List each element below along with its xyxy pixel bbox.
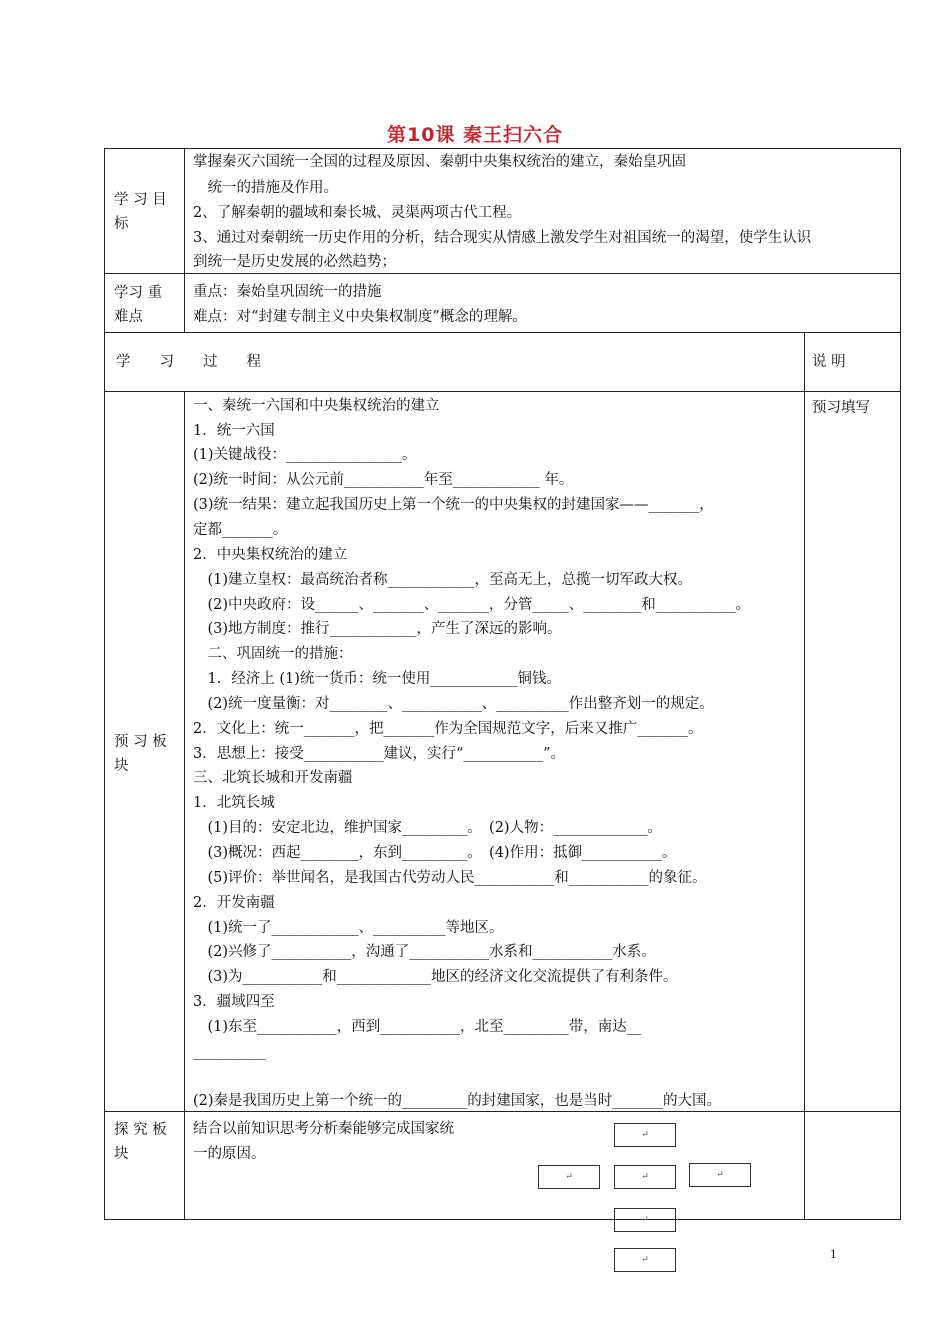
table-rule: [804, 332, 805, 1220]
preview-line: __________: [193, 1044, 266, 1060]
lesson-table: [104, 148, 901, 1265]
preview-line: (2)秦是我国历史上第一个统一的_________的封建国家，也是当时_______的大国。: [193, 1093, 722, 1109]
explore-line: 结合以前知识思考分析秦能够完成国家统: [193, 1121, 454, 1137]
key-point-line: 重点：秦始皇巩固统一的措施: [193, 284, 382, 300]
preview-line: (3)为___________和_____________地区的经济文化交流提供了有利条件。: [193, 969, 678, 985]
preview-line: 2．中央集权统治的建立: [193, 547, 348, 563]
goals-label: 学 习 目 标: [114, 192, 167, 232]
preview-line: 二、巩固统一的措施：: [193, 646, 353, 662]
preview-line: 1．经济上 (1)统一货币：统一使用____________铜钱。: [193, 671, 561, 687]
diagram-box: ↵: [689, 1163, 751, 1187]
diagram-box: ↵: [614, 1248, 676, 1272]
process-header: 学 习 过 程: [116, 354, 261, 370]
goal-line: 到统一是历史发展的必然趋势；: [193, 254, 396, 270]
preview-line: 3．思想上：接受___________建议，实行“___________”。: [193, 746, 566, 762]
preview-line: (1)目的：安定北边，维护国家_________。 (2)人物：_____________。: [193, 820, 662, 836]
table-rule: [900, 148, 901, 1220]
goal-line: 3、通过对秦朝统一历史作用的分析，结合现实从情感上激发学生对祖国统一的渴望，使学生认识: [193, 230, 812, 246]
diagram-box: ↵: [614, 1165, 676, 1189]
table-rule: [104, 332, 901, 333]
note-header: 说 明: [812, 354, 846, 370]
preview-line: (1)关键战役：________________。: [193, 447, 417, 463]
preview-line: (3)概况：西起________，东到_________。 (4)作用：抵御___________。: [193, 845, 677, 861]
preview-line: 定都_______。: [193, 522, 288, 538]
preview-label: 预 习 板 块: [114, 734, 167, 774]
table-rule: [184, 148, 185, 332]
explore-line: 一的原因。: [193, 1146, 266, 1162]
preview-note: 预习填写: [812, 400, 870, 416]
preview-line: (2)统一度量衡：对________、___________、__________作出整齐划一的规定。: [193, 696, 714, 712]
table-rule: [104, 273, 901, 274]
preview-line: (1)东至___________，西到___________，北至_________带，南达__: [193, 1019, 642, 1035]
table-rule: [104, 1219, 901, 1220]
preview-line: 1．统一六国: [193, 423, 275, 439]
page-number: 1: [830, 1246, 837, 1261]
diagram-box: ↵: [538, 1165, 600, 1189]
preview-line: (1)统一了____________、__________等地区。: [193, 920, 504, 936]
diagram-box: ↵: [614, 1123, 676, 1147]
table-rule: [104, 148, 901, 149]
preview-line: (1)建立皇权：最高统治者称____________，至高无上，总揽一切军政大权。: [193, 572, 693, 588]
preview-line: (2)兴修了___________，沟通了___________水系和___________水系。: [193, 944, 656, 960]
preview-line: (5)评价：举世闻名，是我国古代劳动人民___________和___________的象征。: [193, 870, 707, 886]
preview-line: (3)统一结果：建立起我国历史上第一个统一的中央集权的封建国家——_______，: [193, 497, 714, 513]
preview-line: 2．文化上：统一_______，把_______作为全国规范文字，后来又推广_______。: [193, 721, 703, 737]
diagram-box: ↵: [614, 1208, 676, 1232]
preview-line: (3)地方制度：推行____________，产生了深远的影响。: [193, 621, 562, 637]
page-title: 第10课 秦王扫六合: [386, 124, 564, 146]
preview-line: (2)统一时间：从公元前___________年至____________ 年。: [193, 472, 574, 488]
preview-line: 2．开发南疆: [193, 895, 275, 911]
table-rule: [104, 391, 901, 392]
goal-line: 2、了解秦朝的疆域和秦长城、灵渠两项古代工程。: [193, 205, 522, 221]
table-rule: [104, 148, 105, 1220]
preview-line: 三、北筑长城和开发南疆: [193, 770, 353, 786]
explore-label: 探 究 板 块: [114, 1122, 167, 1162]
preview-line: (2)中央政府：设______、_______、_______，分管_____、________和___________。: [193, 597, 751, 613]
key-point-line: 难点：对“封建专制主义中央集权制度”概念的理解。: [193, 309, 527, 325]
preview-line: 3．疆域四至: [193, 994, 275, 1010]
goal-line: 掌握秦灭六国统一全国的过程及原因、秦朝中央集权统治的建立，秦始皇巩固: [193, 154, 686, 170]
table-rule: [104, 1111, 901, 1112]
preview-line: 一、秦统一六国和中央集权统治的建立: [193, 398, 440, 414]
goal-line: 统一的措施及作用。: [193, 180, 338, 196]
key-points-label: 学习 重难点: [114, 285, 163, 325]
table-rule: [184, 391, 185, 1220]
preview-line: 1．北筑长城: [193, 795, 275, 811]
